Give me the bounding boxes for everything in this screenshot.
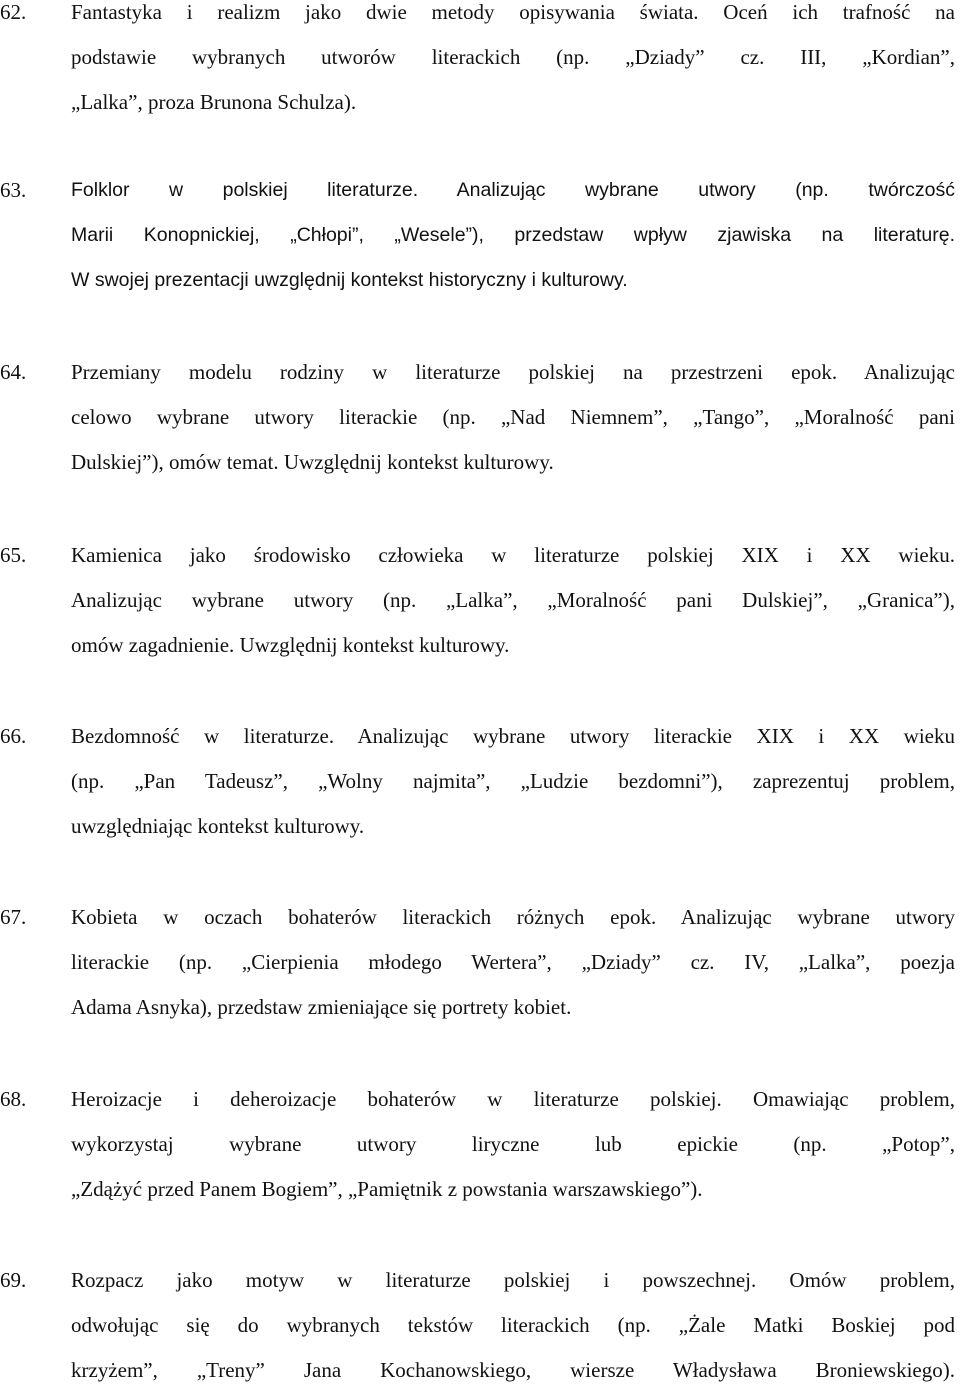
item-text-line: Kobieta w oczach bohaterów literackich różnych epok. Analizując wybrane utwory — [71, 905, 955, 929]
item-text-line: krzyżem”, „Treny” Jana Kochanowskiego, wiersze Władysława Broniewskiego). — [71, 1358, 955, 1382]
item-text-line: podstawie wybranych utworów literackich (np. „Dziady” cz. III, „Kordian”, — [71, 45, 955, 69]
item-text-line: „Lalka”, proza Brunona Schulza). — [71, 90, 357, 114]
item-number: 64. — [0, 360, 27, 384]
item-number: 67. — [0, 905, 27, 929]
item-text-line: literackie (np. „Cierpienia młodego Wertera”, „Dziady” cz. IV, „Lalka”, poezja — [71, 950, 955, 974]
item-text-line: Bezdomność w literaturze. Analizując wybrane utwory literackie XIX i XX wieku — [71, 724, 955, 748]
item-number: 69. — [0, 1268, 27, 1292]
item-number: 63. — [0, 178, 27, 202]
item-text-line: Przemiany modelu rodziny w literaturze polskiej na przestrzeni epok. Analizując — [71, 360, 955, 384]
item-text-line: odwołując się do wybranych tekstów literackich (np. „Żale Matki Boskiej pod — [71, 1313, 955, 1337]
item-text-line: wykorzystaj wybrane utwory liryczne lub epickie (np. „Potop”, — [71, 1132, 955, 1156]
item-number: 68. — [0, 1087, 27, 1111]
item-text-line: Kamienica jako środowisko człowieka w literaturze polskiej XIX i XX wieku. — [71, 543, 955, 567]
item-number: 66. — [0, 724, 27, 748]
item-text-line: Heroizacje i deheroizacje bohaterów w literaturze polskiej. Omawiając problem, — [71, 1087, 955, 1111]
item-text-line: Adama Asnyka), przedstaw zmieniające się portrety kobiet. — [71, 995, 572, 1019]
item-text-line: „Zdążyć przed Panem Bogiem”, „Pamiętnik z powstania warszawskiego”). — [71, 1177, 703, 1201]
item-text-line: Analizując wybrane utwory (np. „Lalka”, „Moralność pani Dulskiej”, „Granica”), — [71, 588, 955, 612]
item-number: 65. — [0, 543, 27, 567]
item-text-line: Fantastyka i realizm jako dwie metody opisywania świata. Oceń ich trafność na — [71, 0, 955, 24]
item-text-line: uwzględniając kontekst kulturowy. — [71, 814, 365, 838]
item-text-line: Dulskiej”), omów temat. Uwzględnij kontekst kulturowy. — [71, 450, 554, 474]
item-text-line: W swojej prezentacji uwzględnij kontekst historyczny i kulturowy. — [71, 269, 628, 291]
item-text-line: Marii Konopnickiej, „Chłopi”, „Wesele”), przedstaw wpływ zjawiska na literaturę. — [71, 224, 955, 246]
item-text-line: Rozpacz jako motyw w literaturze polskiej i powszechnej. Omów problem, — [71, 1268, 955, 1292]
item-text-line: Folklor w polskiej literaturze. Analizując wybrane utwory (np. twórczość — [71, 179, 955, 201]
item-number: 62. — [0, 0, 27, 24]
item-text-line: celowo wybrane utwory literackie (np. „Nad Niemnem”, „Tango”, „Moralność pani — [71, 405, 955, 429]
item-text-line: omów zagadnienie. Uwzględnij kontekst kulturowy. — [71, 633, 510, 657]
item-text-line: (np. „Pan Tadeusz”, „Wolny najmita”, „Ludzie bezdomni”), zaprezentuj problem, — [71, 769, 955, 793]
